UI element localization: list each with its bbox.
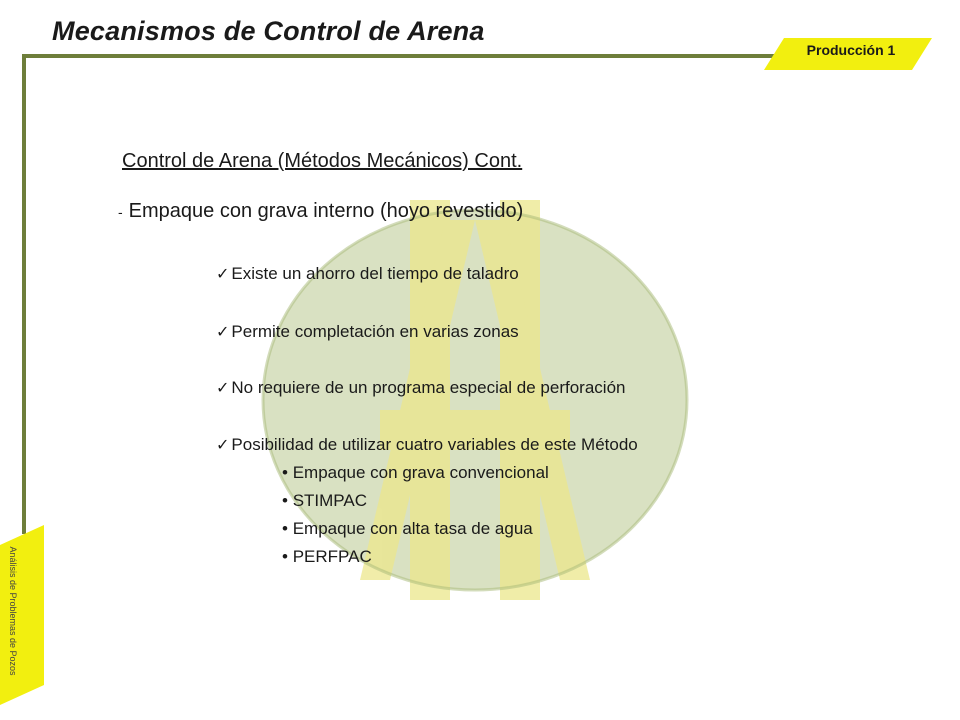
bullet-item: • Empaque con grava convencional: [282, 463, 549, 482]
check-item: ✓ No requiere de un programa especial de perforación: [216, 378, 626, 397]
check-item: ✓ Posibilidad de utilizar cuatro variables de este Método: [216, 435, 638, 454]
dash-marker: -: [118, 204, 123, 220]
bullet-item: • PERFPAC: [282, 547, 372, 566]
slide-title: Mecanismos de Control de Arena: [52, 16, 485, 46]
bullet-item: • Empaque con alta tasa de agua: [282, 519, 533, 538]
checkmark-icon: ✓: [216, 437, 230, 454]
subheading: [118, 200, 523, 223]
subheading-text: Empaque con grava interno (hoyo revestido): [128, 200, 524, 222]
check-item: ✓ Permite completación en varias zonas: [216, 322, 519, 341]
check-item: ✓ Existe un ahorro del tiempo de taladro: [216, 264, 519, 283]
checkmark-icon: ✓: [216, 324, 230, 341]
bullet-item: • STIMPAC: [282, 491, 367, 510]
badge-label: Producción 1: [806, 42, 896, 58]
checkmark-icon: ✓: [216, 380, 230, 397]
side-tab-label: Análisis de Problemas de Pozos: [8, 546, 18, 676]
checkmark-icon: ✓: [216, 266, 230, 283]
section-heading: Control de Arena (Métodos Mecánicos) Cont.: [122, 150, 523, 172]
